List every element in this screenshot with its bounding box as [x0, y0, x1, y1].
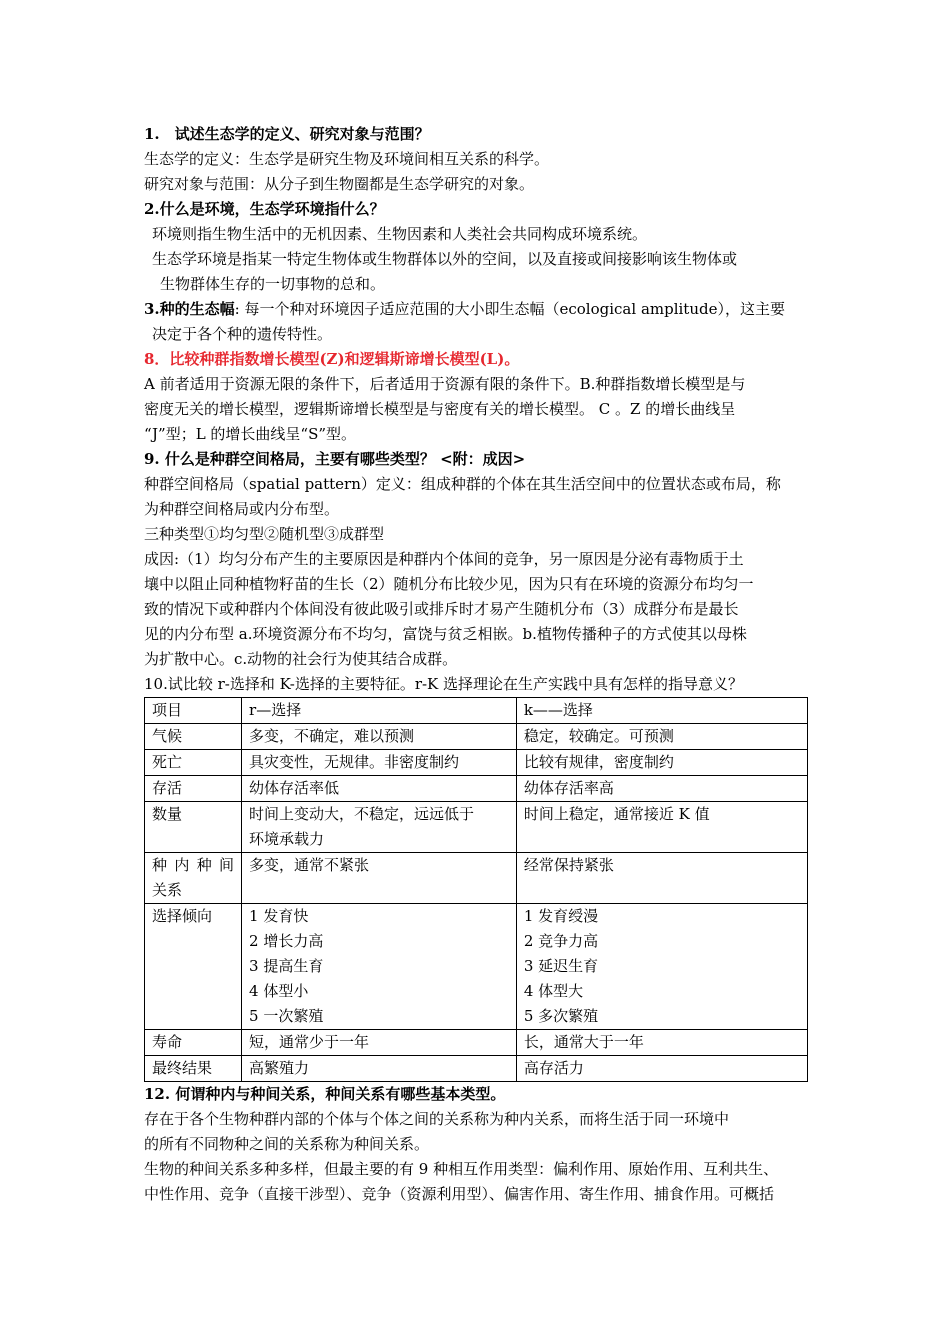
q2-title: 2.什么是环境，生态学环境指什么？: [144, 200, 385, 218]
q3-title: 3.种的生态幅: [144, 300, 235, 318]
q9-line: 成因:（1）均匀分布产生的主要原因是种群内个体间的竞争，另一原因是分泌有毒物质于土: [144, 550, 744, 568]
cell-line: 最终结果: [152, 1059, 213, 1077]
item-cell: [145, 853, 242, 904]
q2-line: 生物群体生存的一切事物的总和。: [160, 275, 386, 293]
cell-line: 幼体存活率低: [249, 779, 340, 797]
q3-line: 决定于各个种的遗传特性。: [152, 325, 333, 343]
cell-line: 2 竞争力高: [523, 932, 599, 950]
q9-line: 为种群空间格局或内分布型。: [144, 500, 340, 518]
cell-line: 气候: [152, 727, 183, 745]
cell-line: 长，通常大于一年: [523, 1033, 644, 1051]
cell-line: 4 体型大: [523, 982, 584, 1000]
cell-line: 种内种间: [152, 856, 235, 874]
q3-paragraph: [144, 297, 808, 322]
table-row: [145, 853, 808, 904]
table-row: [145, 802, 808, 853]
cell-line: 存活: [152, 779, 183, 797]
q9-title: 9. 什么是种群空间格局，主要有哪些类型？ <附：成因>: [144, 450, 526, 468]
header-cell-k: k——选择: [516, 698, 807, 724]
q12-line: 存在于各个生物种群内部的个体与个体之间的关系称为种内关系，而将生活于同一环境中: [144, 1110, 730, 1128]
q2-line: 环境则指生物生活中的无机因素、生物因素和人类社会共同构成环境系统。: [152, 225, 648, 243]
r-cell: [242, 802, 517, 853]
header-cell-item: 项目: [145, 698, 242, 724]
q1-line: 生态学的定义：生态学是研究生物及环境间相互关系的科学。: [144, 150, 550, 168]
q9-line: 为扩散中心。c.动物的社会行为使其结合成群。: [144, 650, 458, 668]
item-cell: [145, 750, 242, 776]
cell-line: 死亡: [152, 753, 183, 771]
q1-line: 研究对象与范围：从分子到生物圈都是生态学研究的对象。: [144, 175, 535, 193]
q9-line: 种群空间格局（spatial pattern）定义：组成种群的个体在其生活空间中的位置状态或布局，称: [144, 475, 781, 493]
q8-line: 密度无关的增长模型，逻辑斯谛增长模型是与密度有关的增长模型。 C 。Z 的增长曲线呈: [144, 400, 736, 418]
cell-line: 具灾变性，无规律。非密度制约: [249, 753, 460, 771]
k-cell: [516, 750, 807, 776]
table-row: [145, 904, 808, 1030]
item-cell: [145, 802, 242, 853]
q1-title: 1. 试述生态学的定义、研究对象与范围？: [144, 125, 430, 143]
table-row: [145, 724, 808, 750]
k-cell: [516, 904, 807, 1030]
cell-line: 环境承载力: [249, 830, 325, 848]
q10-title: 10.试比较 r-选择和 K-选择的主要特征。r-K 选择理论在生产实践中具有怎样的指导意义？: [144, 675, 744, 693]
q2-line: 生态学环境是指某一特定生物体或生物群体以外的空间，以及直接或间接影响该生物体或: [152, 250, 738, 268]
k-cell: [516, 724, 807, 750]
q8-title: 8．比较种群指数增长模型(Z)和逻辑斯谛增长模型(L)。: [144, 350, 520, 368]
cell-line: 寿命: [152, 1033, 183, 1051]
r-cell: [242, 776, 517, 802]
k-cell: [516, 1056, 807, 1082]
cell-line: 多变，不确定，难以预测: [249, 727, 415, 745]
q8-line: A 前者适用于资源无限的条件下，后者适用于资源有限的条件下。B.种群指数增长模型是与: [144, 375, 746, 393]
cell-line: 稳定，较确定。可预测: [523, 727, 674, 745]
cell-line: 比较有规律，密度制约: [523, 753, 674, 771]
r-cell: [242, 1030, 517, 1056]
item-cell: [145, 904, 242, 1030]
q12-title: 12. 何谓种内与种间关系，种间关系有哪些基本类型。: [144, 1085, 506, 1103]
table-row: [145, 1030, 808, 1056]
q12-line: 中性作用、竞争（直接干涉型）、竞争（资源利用型）、偏害作用、寄生作用、捕食作用。可概括: [144, 1185, 775, 1203]
r-cell: [242, 904, 517, 1030]
k-cell: [516, 1030, 807, 1056]
cell-line: 2 增长力高: [249, 932, 324, 950]
cell-line: 高存活力: [523, 1059, 584, 1077]
table-row: [145, 1056, 808, 1082]
cell-line: 选择倾向: [152, 907, 213, 925]
cell-line: 时间上稳定，通常接近 K 值: [523, 805, 710, 823]
cell-line: 时间上变动大，不稳定，远远低于: [249, 805, 475, 823]
cell-line: 1 发育绶漫: [523, 907, 599, 925]
q9-line: 见的内分布型 a.环境资源分布不均匀，富饶与贫乏相嵌。b.植物传播种子的方式使其以母株: [144, 625, 747, 643]
header-cell-r: r—选择: [242, 698, 517, 724]
cell-line: 短，通常少于一年: [249, 1033, 370, 1051]
q9-line: 壤中以阻止同种植物籽苗的生长（2）随机分布比较少见，因为只有在环境的资源分布均匀一: [144, 575, 754, 593]
cell-line: 5 一次繁殖: [249, 1007, 324, 1025]
cell-line: 4 体型小: [249, 982, 309, 1000]
cell-line: 5 多次繁殖: [523, 1007, 599, 1025]
cell-line: 数量: [152, 805, 183, 823]
cell-line: 1 发育快: [249, 907, 309, 925]
table-row: [145, 750, 808, 776]
cell-line: 高繁殖力: [249, 1059, 310, 1077]
cell-line: 幼体存活率高: [523, 779, 614, 797]
cell-line: 3 提高生育: [249, 957, 324, 975]
q12-line: 的所有不同物种之间的关系称为种间关系。: [144, 1135, 430, 1153]
r-cell: [242, 724, 517, 750]
r-cell: [242, 1056, 517, 1082]
table-row: [145, 776, 808, 802]
q9-line: 三种类型①均匀型②随机型③成群型: [144, 525, 385, 543]
cell-line: 关系: [152, 881, 183, 899]
rk-comparison-table: [144, 697, 808, 1082]
q9-line: 致的情况下或种群内个体间没有彼此吸引或排斥时才易产生随机分布（3）成群分布是最长: [144, 600, 739, 618]
item-cell: [145, 1030, 242, 1056]
r-cell: [242, 750, 517, 776]
r-cell: [242, 853, 517, 904]
cell-line: 3 延迟生育: [523, 957, 599, 975]
item-cell: [145, 1056, 242, 1082]
k-cell: [516, 776, 807, 802]
item-cell: [145, 776, 242, 802]
cell-line: 多变，通常不紧张: [249, 856, 370, 874]
k-cell: [516, 802, 807, 853]
q12-line: 生物的种间关系多种多样，但最主要的有 9 种相互作用类型：偏利作用、原始作用、互利共生、: [144, 1160, 779, 1178]
cell-line: 经常保持紧张: [523, 856, 614, 874]
document-page: [144, 122, 808, 1207]
item-cell: [145, 724, 242, 750]
q8-line: “J”型；L 的增长曲线呈“S”型。: [144, 425, 357, 443]
rk-table-body: [145, 698, 808, 1082]
q3-text: : 每一个种对环境因子适应范围的大小即生态幅（ecological amplitude），这主要: [234, 300, 785, 318]
table-header-row: [145, 698, 808, 724]
k-cell: [516, 853, 807, 904]
